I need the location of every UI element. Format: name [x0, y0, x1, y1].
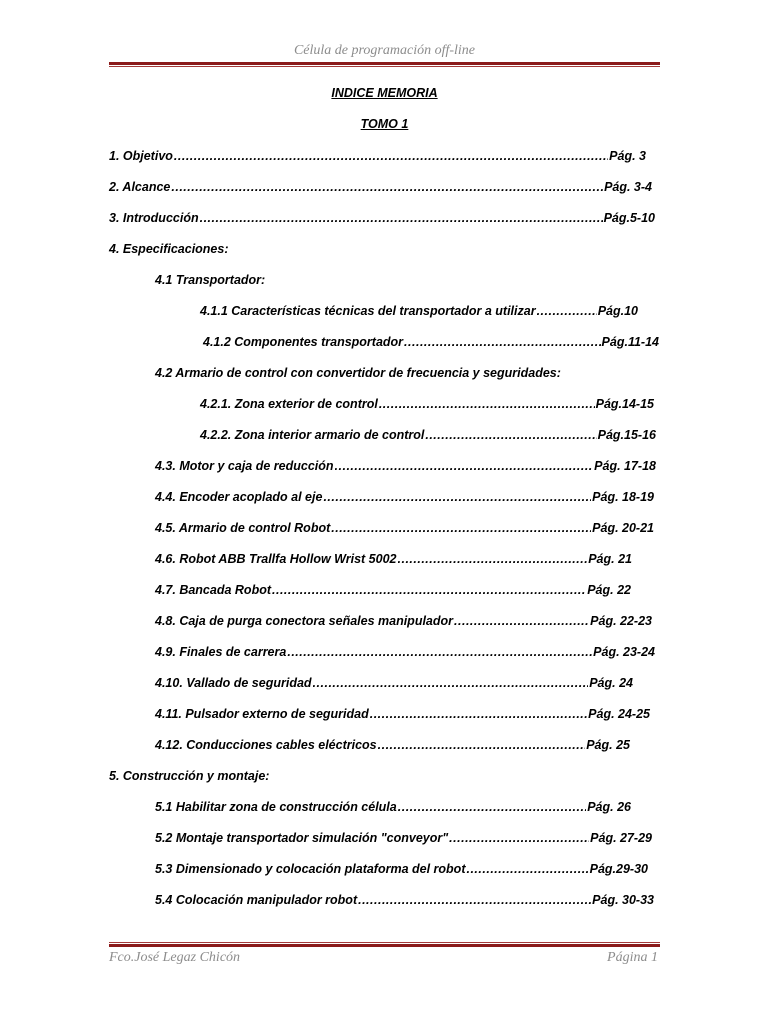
- toc-entry-page: Pág. 25: [586, 738, 630, 752]
- footer-page-number: Página 1: [607, 950, 658, 965]
- toc-entry-page: Pág.10: [597, 304, 638, 318]
- toc-entry-page: Pág. 24: [589, 676, 633, 690]
- toc-entry-text: 4.2 Armario de control con convertidor de frecuencia y seguridades:: [155, 366, 561, 380]
- toc-entry: [155, 860, 648, 878]
- toc-section-heading: [109, 767, 269, 785]
- toc-entry: [109, 178, 652, 196]
- toc-entry: [155, 581, 631, 599]
- toc-entry-text: 5.1 Habilitar zona de construcción célula: [155, 800, 397, 814]
- toc-entry-page: Pág. 30-33: [592, 893, 654, 907]
- toc-entry-page: Pág.15-16: [597, 428, 656, 442]
- toc-entry-page: Pág. 23-24: [593, 645, 655, 659]
- index-title: INDICE MEMORIA: [331, 86, 438, 100]
- toc-entry-page: Pág.5-10: [603, 211, 655, 225]
- toc-entry-page: Pág. 3-4: [604, 180, 652, 194]
- toc-entry-page: Pág. 24-25: [588, 707, 650, 721]
- toc-entry-page: Pág. 22-23: [590, 614, 652, 628]
- toc-entry-text: 4.7. Bancada Robot: [155, 583, 271, 597]
- toc-entry: [200, 395, 654, 413]
- toc-entry-page: Pág. 17-18: [594, 459, 656, 473]
- toc-entry-text: 1. Objetivo: [109, 149, 173, 163]
- toc-entry: [155, 612, 652, 630]
- toc-entry-text: 4.1.1 Características técnicas del transportador a utilizar: [200, 304, 536, 318]
- toc-entry-page: Pág. 21: [588, 552, 632, 566]
- header-rule: [109, 62, 660, 65]
- toc-entry-text: 4.5. Armario de control Robot: [155, 521, 331, 535]
- toc-entry-text: 4.8. Caja de purga conectora señales manipulador: [155, 614, 454, 628]
- toc-entry-text: 4. Especificaciones:: [109, 242, 229, 256]
- footer-rule: [109, 944, 660, 947]
- toc-entry: [109, 147, 646, 165]
- toc-entry: [155, 643, 655, 661]
- toc-entry-text: 3. Introducción: [109, 211, 199, 225]
- toc-entry-text: 4.2.2. Zona interior armario de control: [200, 428, 425, 442]
- toc-entry-page: Pág. 20-21: [592, 521, 654, 535]
- toc-subsection-heading: [155, 364, 561, 382]
- header-rule-thin: [109, 66, 660, 67]
- toc-entry-text: 4.1 Transportador:: [155, 273, 266, 287]
- toc-entry: [200, 302, 638, 320]
- toc-entry-text: 4.10. Vallado de seguridad: [155, 676, 312, 690]
- toc-entry-page: Pág. 27-29: [590, 831, 652, 845]
- toc-entry-text: 2. Alcance: [109, 180, 171, 194]
- toc-entry-page: Pág. 26: [587, 800, 631, 814]
- page-header: Célula de programación off-line: [293, 43, 476, 58]
- toc-entry-text: 5.2 Montaje transportador simulación "conveyor": [155, 831, 449, 845]
- toc-entry-page: Pág.14-15: [595, 397, 654, 411]
- toc-entry-text: 5.3 Dimensionado y colocación plataforma del robot: [155, 862, 466, 876]
- toc-entry: [155, 798, 631, 816]
- footer-author: Fco.José Legaz Chicón: [109, 950, 241, 965]
- toc-entry: [155, 488, 654, 506]
- toc-entry-text: 4.11. Pulsador externo de seguridad: [155, 707, 369, 721]
- toc-entry-text: 5.4 Colocación manipulador robot: [155, 893, 358, 907]
- toc-entry-text: 4.1.2 Componentes transportador: [203, 335, 404, 349]
- toc-entry: [155, 674, 633, 692]
- toc-entry-text: 5. Construcción y montaje:: [109, 769, 270, 783]
- toc-entry: [155, 457, 656, 475]
- toc-entry-text: 4.12. Conducciones cables eléctricos: [155, 738, 377, 752]
- toc-entry-text: 4.9. Finales de carrera: [155, 645, 287, 659]
- toc-section-heading: [109, 240, 229, 258]
- toc-subsection-heading: [155, 271, 265, 289]
- toc-entry: [155, 550, 632, 568]
- toc-entry: [109, 209, 655, 227]
- toc-entry: [155, 519, 654, 537]
- toc-entry-page: Pág.29-30: [589, 862, 648, 876]
- toc-entry-text: 4.3. Motor y caja de reducción: [155, 459, 334, 473]
- toc-entry: [155, 829, 652, 847]
- footer-rule-thin: [109, 942, 660, 943]
- toc-entry-text: 4.6. Robot ABB Trallfa Hollow Wrist 5002: [155, 552, 397, 566]
- toc-entry: [155, 705, 650, 723]
- toc-entry-text: 4.4. Encoder acoplado al eje: [155, 490, 323, 504]
- toc-entry-page: Pág. 3: [609, 149, 646, 163]
- toc-entry: [155, 891, 654, 909]
- toc-entry-page: Pág. 18-19: [592, 490, 654, 504]
- toc-entry-text: 4.2.1. Zona exterior de control: [200, 397, 378, 411]
- toc-entry: [203, 333, 659, 351]
- toc-entry: [200, 426, 656, 444]
- toc-entry: [155, 736, 630, 754]
- toc-entry-page: Pág.11-14: [601, 335, 659, 349]
- tomo-title: TOMO 1: [360, 117, 409, 131]
- toc-entry-page: Pág. 22: [587, 583, 631, 597]
